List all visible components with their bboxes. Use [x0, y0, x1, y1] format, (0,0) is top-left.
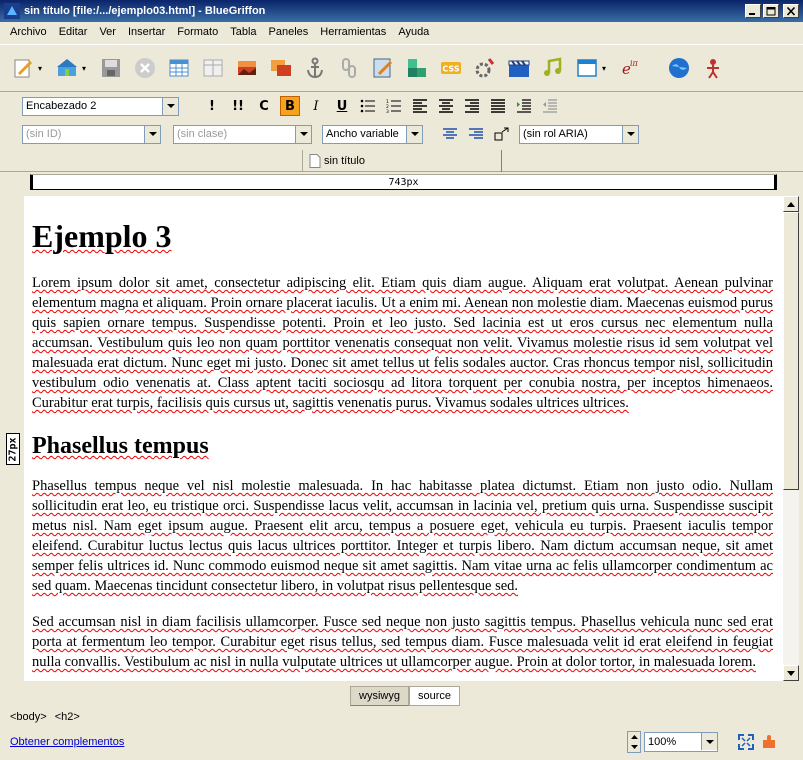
- document-heading-1[interactable]: Ejemplo 3: [32, 218, 172, 254]
- reposition-button[interactable]: [492, 124, 512, 144]
- zoom-spinner[interactable]: [627, 731, 641, 753]
- video-clapper-icon: [507, 56, 531, 80]
- menu-bar: [0, 22, 803, 42]
- document-icon: [309, 154, 321, 168]
- open-house-icon: [55, 56, 79, 80]
- menu-insertar[interactable]: Insertar: [127, 26, 166, 38]
- menu-archivo[interactable]: Archivo: [10, 26, 47, 38]
- new-dropdown-icon[interactable]: ▾: [38, 63, 43, 73]
- svg-text:e: e: [622, 60, 631, 78]
- insert-frame-button[interactable]: [574, 55, 600, 81]
- layout-align-right-icon: [468, 127, 484, 141]
- stop-button[interactable]: [132, 55, 158, 81]
- editor-scrollbar[interactable]: [783, 196, 799, 681]
- code-button[interactable]: C: [259, 98, 269, 114]
- minimize-icon: [748, 7, 758, 16]
- tab-source[interactable]: source: [409, 686, 460, 706]
- get-addons-link[interactable]: Obtener complementos: [10, 736, 125, 748]
- menu-editar[interactable]: Editar: [58, 26, 88, 38]
- editor-content-area[interactable]: [24, 196, 783, 681]
- new-document-icon: [11, 56, 35, 80]
- class-select[interactable]: [173, 125, 312, 144]
- zoom-control: [627, 731, 718, 753]
- document-paragraph-2[interactable]: Phasellus tempus neque vel nisl molestie malesuada. In hac habitasse platea dictumst. Etiam non justo odio. Nullam sollicitudin erat leo, eu tristique orci. Suspendisse lacus velit, accumsan in lacinia vel, pretium quis urna. Suspendisse suscipit metus nisl. Nam eget ipsum augue. Praesent elit arcu, tempus a posuere eget, vehicula eu turpis. Praesent iaculis tempor eleifend. Curabitur luctus lectus quis lacus ultrices porttitor. Integer et turpis libero. Nam dictum accumsan neque, sit amet semper felis ultrices id. Nunc commodo euismod neque sit amet sagittis. Nam vitae urna ac felis ullamcorper condimentum ac sed quam. Maecenas tincidunt consectetur libero, in volutpat risus pellentesque sed.: [32, 478, 773, 594]
- svg-text:iπ: iπ: [630, 59, 638, 68]
- globe-icon: [667, 56, 691, 80]
- css-button[interactable]: [438, 55, 464, 81]
- scroll-up-button[interactable]: [783, 196, 799, 212]
- outdent-icon: [542, 99, 558, 113]
- preview-browser-button[interactable]: [666, 55, 692, 81]
- bullet-list-icon: [360, 99, 376, 113]
- document-paragraph-3[interactable]: Sed accumsan nisl in diam facilisis ullamcorper. Fusce sed neque non justo sagittis tempus. Phasellus vehicula nunc sed erat porta at fermentum leo tempor. Curabitur eget risus tellus, sed tempus diam. Fusce malesuada velit id erat eleifend in feugiat nulla convallis. Vestibulum ac nisl in nulla vulputate ultrices ut ullamcorper augue. Proin at dolor tortor, in malesuada lorem.: [32, 614, 773, 670]
- spinner-up-icon: [631, 735, 638, 739]
- new-document-button[interactable]: [10, 55, 36, 81]
- width-mode-select[interactable]: [322, 125, 423, 144]
- chevron-down-icon: [406, 126, 422, 143]
- minimize-button[interactable]: [745, 4, 761, 18]
- insert-special-button[interactable]: [472, 55, 498, 81]
- frame-dropdown-icon[interactable]: ▾: [602, 63, 607, 73]
- height-ruler[interactable]: [6, 433, 20, 465]
- svg-text:2: 2: [386, 105, 389, 110]
- layout-align-icon: [442, 127, 458, 141]
- view-mode-tabs: [350, 686, 460, 706]
- main-toolbar: [0, 44, 803, 92]
- indent-button[interactable]: [514, 96, 534, 116]
- reposition-arrows-icon: [494, 127, 510, 141]
- menu-ayuda[interactable]: Ayuda: [398, 26, 430, 38]
- chevron-down-icon: [144, 126, 160, 143]
- justify-icon: [490, 99, 506, 113]
- fullscreen-icon[interactable]: [738, 734, 754, 750]
- menu-formato[interactable]: Formato: [177, 26, 219, 38]
- tab-label: sin título: [324, 155, 365, 167]
- close-window-button[interactable]: [783, 4, 799, 18]
- chevron-down-icon: [295, 126, 311, 143]
- svg-text:1: 1: [386, 100, 389, 105]
- svg-text:CSS: CSS: [442, 64, 460, 74]
- table-gray-icon: [201, 56, 225, 80]
- underline-button[interactable]: U: [336, 98, 348, 114]
- maximize-button[interactable]: [763, 4, 779, 18]
- insert-table-gray-button[interactable]: [200, 55, 226, 81]
- open-button[interactable]: [54, 55, 80, 81]
- image-icon: [235, 56, 259, 80]
- figure-icon: [701, 56, 725, 80]
- insert-blocks-button[interactable]: [404, 55, 430, 81]
- spinner-down-icon: [631, 745, 638, 749]
- tab-sin-titulo[interactable]: [302, 150, 502, 172]
- close-icon: [786, 7, 796, 16]
- width-mode-value: Ancho variable: [326, 128, 399, 140]
- class-placeholder: (sin clase): [177, 128, 228, 140]
- insert-math-button[interactable]: [618, 55, 644, 81]
- chevron-up-icon: [787, 202, 795, 207]
- align-left-icon: [412, 99, 428, 113]
- window-frame-icon: [575, 56, 599, 80]
- music-note-icon: [541, 56, 565, 80]
- italic-button[interactable]: I: [313, 98, 319, 114]
- title-bar: [0, 0, 803, 22]
- scroll-thumb[interactable]: [783, 212, 799, 490]
- chevron-down-icon: [701, 733, 717, 750]
- aria-role-value: (sin rol ARIA): [523, 128, 588, 140]
- insert-image-button[interactable]: [234, 55, 260, 81]
- document-tab-bar: [0, 148, 803, 172]
- menu-ver[interactable]: Ver: [99, 26, 116, 38]
- save-icon: [99, 56, 123, 80]
- height-ruler-label: 27px: [7, 436, 19, 462]
- numbered-list-button[interactable]: [384, 96, 404, 116]
- zoom-value: 100%: [648, 736, 677, 748]
- element-breadcrumb: [10, 711, 88, 723]
- indent-icon: [516, 99, 532, 113]
- chevron-down-icon: [622, 126, 638, 143]
- attributes-toolbar: [0, 122, 803, 146]
- outdent-button[interactable]: [540, 96, 560, 116]
- aria-role-select[interactable]: [519, 125, 639, 144]
- document-paragraph-1[interactable]: Lorem ipsum dolor sit amet, consectetur adipiscing elit. Etiam quis diam augue. Aliquam erat volutpat. Aenean pulvinar elementum magna et aliquam. Proin ornare placerat iaculis. Ut a enim mi. Aenean non molestie diam. Maecenas euismod purus quis sapien ornare tempus. Suspendisse potenti. Proin et leo justo. Sed lacinia est ut eros cursus nec elementum nulla accumsan. Vestibulum quis leo non quam porttitor venenatis consequat non velit. Vivamus molestie risus id sem volutpat vel malesuada erat dictum. Nunc eget mi justo. Donec sit amet tellus ut felis sodales auctor. Cras rhoncus tempor nisl, sollicitudin vestibulum odio venenatis at. Class aptent taciti sociosqu ad litora torquent per conubia nostra, per inceptos himenaeos. Curabitur erat turpis, facilisis quis cursus ut, sagittis venenatis purus. Vivamus sodales ultrices ultrices.: [32, 275, 773, 411]
- layout-align-right-button[interactable]: [466, 124, 486, 144]
- maximize-icon: [766, 7, 776, 16]
- layout-align-button[interactable]: [440, 124, 460, 144]
- insert-audio-button[interactable]: [540, 55, 566, 81]
- css-icon: [439, 56, 463, 80]
- menu-tabla[interactable]: Tabla: [230, 26, 257, 38]
- align-center-button[interactable]: [436, 96, 456, 116]
- breadcrumb-h2[interactable]: <h2>: [54, 711, 80, 723]
- stop-icon: [133, 56, 157, 80]
- addon-puzzle-icon[interactable]: [761, 734, 777, 750]
- align-center-icon: [438, 99, 454, 113]
- strong-emphasis-button[interactable]: !!: [232, 98, 244, 114]
- breadcrumb-body[interactable]: <body>: [10, 711, 47, 723]
- paragraph-format-select[interactable]: [22, 97, 179, 116]
- form-pencil-icon: [371, 56, 395, 80]
- save-button[interactable]: [98, 55, 124, 81]
- paragraph-format-value: Encabezado 2: [26, 100, 97, 112]
- emphasis-button[interactable]: !: [209, 98, 215, 114]
- width-ruler[interactable]: [30, 174, 777, 190]
- id-placeholder: (sin ID): [26, 128, 62, 140]
- align-left-button[interactable]: [410, 96, 430, 116]
- math-formula-icon: [619, 56, 643, 80]
- chevron-down-icon: [787, 671, 795, 676]
- document-heading-2[interactable]: Phasellus tempus: [32, 433, 209, 459]
- svg-text:3: 3: [386, 110, 389, 113]
- menu-herramientas[interactable]: Herramientas: [320, 26, 387, 38]
- justify-button[interactable]: [488, 96, 508, 116]
- window-title: sin título [file:/.../ejemplo03.html] - BlueGriffon: [24, 5, 266, 17]
- format-toolbar: [0, 94, 803, 118]
- menu-paneles[interactable]: Paneles: [268, 26, 309, 38]
- images-icon: [269, 56, 293, 80]
- table-icon: [167, 56, 191, 80]
- numbered-list-icon: [386, 99, 402, 113]
- id-select[interactable]: [22, 125, 161, 144]
- width-ruler-label: 743px: [388, 176, 419, 188]
- insert-anchor-button[interactable]: [302, 55, 328, 81]
- gear-star-icon: [473, 56, 497, 80]
- bullet-list-button[interactable]: [358, 96, 378, 116]
- insert-video-button[interactable]: [506, 55, 532, 81]
- insert-image-alt-button[interactable]: [268, 55, 294, 81]
- extension-button[interactable]: [700, 55, 726, 81]
- zoom-select[interactable]: [644, 732, 718, 752]
- insert-form-button[interactable]: [370, 55, 396, 81]
- chevron-down-icon: [162, 98, 178, 115]
- scroll-down-button[interactable]: [783, 665, 799, 681]
- tab-wysiwyg[interactable]: wysiwyg: [350, 686, 409, 706]
- open-dropdown-icon[interactable]: ▾: [82, 63, 87, 73]
- blocks-icon: [405, 56, 429, 80]
- bold-button[interactable]: B: [280, 96, 300, 116]
- align-right-button[interactable]: [462, 96, 482, 116]
- insert-table-button[interactable]: [166, 55, 192, 81]
- bluegriffon-app-icon: [4, 3, 20, 19]
- link-icon: [337, 56, 361, 80]
- anchor-icon: [303, 56, 327, 80]
- insert-link-button[interactable]: [336, 55, 362, 81]
- align-right-icon: [464, 99, 480, 113]
